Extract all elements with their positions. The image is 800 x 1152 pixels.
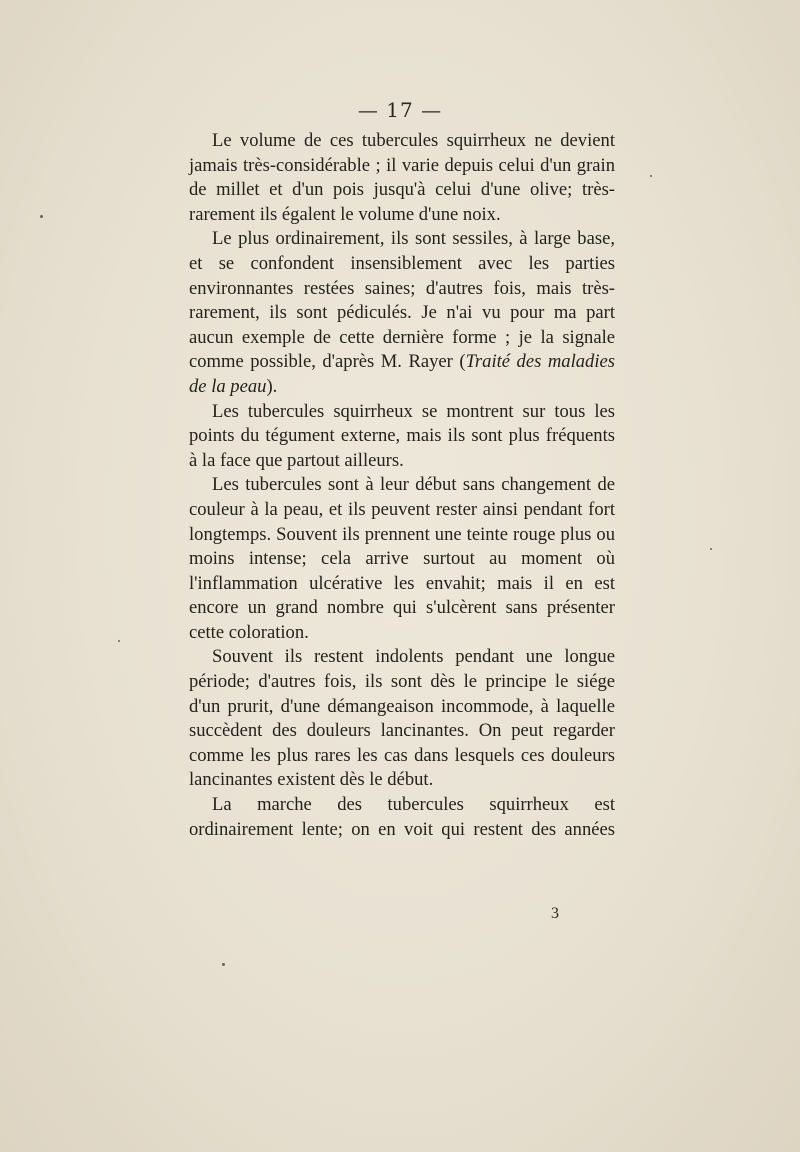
paragraph-2-text: Le plus ordinairement, ils sont sessiles, à large base, et se confondent insensiblement avec les parties environnantes restées saines; d'autres fois, mais très-rarement, ils sont pédiculés. Je n'ai vu pour ma part aucun exemple de cette dernière forme ; je la signale comme possible, d'après M. Rayer ( [189, 228, 615, 373]
paragraph-4 [189, 473, 615, 645]
paragraph-4-text: Les tubercules sont à leur début sans changement de couleur à la peau, et ils peuvent rester ainsi pendant fort longtemps. Souvent ils prennent une teinte rouge plus ou moins intense; cela arrive surtout au moment où l'inflammation ulcérative les envahit; mais il en est encore un grand nombre qui s'ulcèrent sans présenter cette coloration. [189, 474, 615, 643]
page-number-header: — 17 — [357, 98, 443, 122]
paper-speck [650, 175, 652, 177]
paragraph-3 [189, 400, 615, 474]
paragraph-1-text: Le volume de ces tubercules squirrheux ne devient jamais très-considérable ; il varie depuis celui d'un grain de millet et d'un pois jusqu'à celui d'une olive; très-rarement ils égalent le volume d'une noix. [189, 130, 615, 225]
paragraph-3-text: Les tubercules squirrheux se montrent sur tous les points du tégument externe, mais ils sont plus fréquents à la face que partout ailleurs. [189, 400, 615, 471]
paragraph-2-closing: ). [266, 375, 278, 397]
book-title-citation: Traité des maladies de la peau [189, 351, 615, 397]
paragraph-1 [189, 129, 615, 227]
paper-speck [222, 963, 225, 966]
paragraph-2 [189, 227, 615, 399]
paragraph-5-text: Souvent ils restent indolents pendant une longue période; d'autres fois, ils sont dès le principe le siége d'un prurit, d'une démangeaison incommode, à laquelle succèdent des douleurs lancinantes. On peut regarder comme les plus rares les cas dans lesquels ces douleurs lancinantes existent dès le début. [189, 646, 615, 791]
signature-mark: 3 [551, 905, 559, 922]
paragraph-6-text: La marche des tubercules squirrheux est ordinairement lente; on en voit qui restent des années [189, 794, 615, 840]
paragraph-5 [189, 645, 615, 793]
paper-speck [40, 215, 43, 218]
body-text [189, 129, 615, 842]
paragraph-6 [189, 793, 615, 842]
paper-speck [710, 548, 712, 550]
paper-speck [118, 640, 120, 642]
